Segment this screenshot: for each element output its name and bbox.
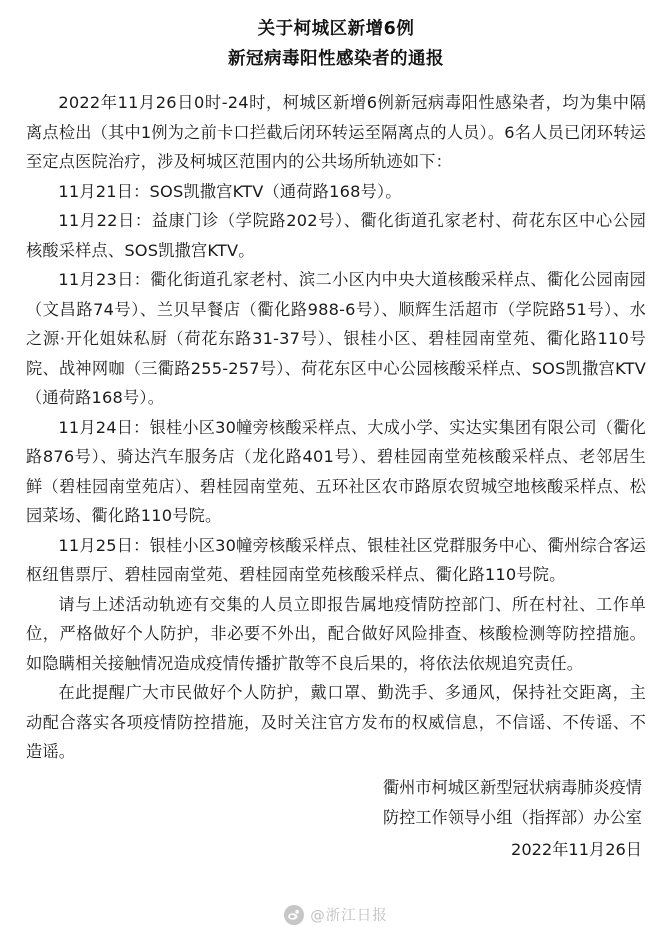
signature-organization-line-2: 防控工作领导小组（指挥部）办公室 <box>383 808 642 827</box>
signature-organization-line-1: 衢州市柯城区新型冠状病毒肺炎疫情 <box>383 778 642 797</box>
paragraph: 11月24日：银桂小区30幢旁核酸采样点、大成小学、实达实集团有限公司（衢化路876号）、骑达汽车服务店（龙化路401号）、碧桂园南堂苑核酸采样点、老邻居生鲜（碧桂园南堂苑店）、碧桂园南堂苑、五环社区农市路原农贸城空地核酸采样点、松园菜场、衢化路110号院。 <box>26 417 646 525</box>
watermark-text: @浙江日报 <box>310 908 388 924</box>
signature-block <box>383 773 642 865</box>
signature-date: 2022年11月26日 <box>511 840 642 859</box>
title-line-2: 新冠病毒阳性感染者的通报 <box>228 49 444 69</box>
paragraph: 2022年11月26日0时-24时，柯城区新增6例新冠病毒阳性感染者，均为集中隔离点检出（其中1例为之前卡口拦截后闭环转运至隔离点的人员）。6名人员已闭环转运至定点医院治疗，涉及柯城区范围内的公共场所轨迹如下： <box>26 93 646 171</box>
watermark <box>0 904 672 925</box>
paragraph: 11月21日：SOS凯撒宫KTV（通荷路168号）。 <box>58 181 402 201</box>
page-title <box>26 14 646 74</box>
document-body <box>26 88 646 767</box>
paragraph: 11月25日：银桂小区30幢旁核酸采样点、银桂社区党群服务中心、衢州综合客运枢纽售票厅、碧桂园南堂苑、碧桂园南堂苑核酸采样点、衢化路110号院。 <box>26 535 646 584</box>
paragraph: 11月23日：衢化街道孔家老村、滨二小区内中央大道核酸采样点、衢化公园南园（文昌路74号）、兰贝早餐店（衢化路988-6号）、顺辉生活超市（学院路51号）、水之源·开化姐妹私厨（荷花东路31-37号）、银桂小区、碧桂园南堂苑、衢化路110号院、战神网咖（三衢路255-257号）、荷花东区中心公园核酸采样点、SOS凯撒宫KTV（通荷路168号）。 <box>26 270 646 407</box>
paragraph: 请与上述活动轨迹有交集的人员立即报告属地疫情防控部门、所在村社、工作单位，严格做好个人防护，非必要不外出，配合做好风险排查、核酸检测等防控措施。如隐瞒相关接触情况造成疫情传播扩散等不良后果的，将依法依规追究责任。 <box>26 594 646 673</box>
weibo-icon <box>284 905 304 925</box>
title-line-1: 关于柯城区新增6例 <box>257 19 415 39</box>
paragraph: 在此提醒广大市民做好个人防护，戴口罩、勤洗手、多通风，保持社交距离，主动配合落实各项疫情防控措施，及时关注官方发布的权威信息，不信谣、不传谣、不造谣。 <box>26 683 646 761</box>
paragraph: 11月22日：益康门诊（学院路202号）、衢化街道孔家老村、荷花东区中心公园核酸采样点、SOS凯撒宫KTV。 <box>26 211 646 260</box>
